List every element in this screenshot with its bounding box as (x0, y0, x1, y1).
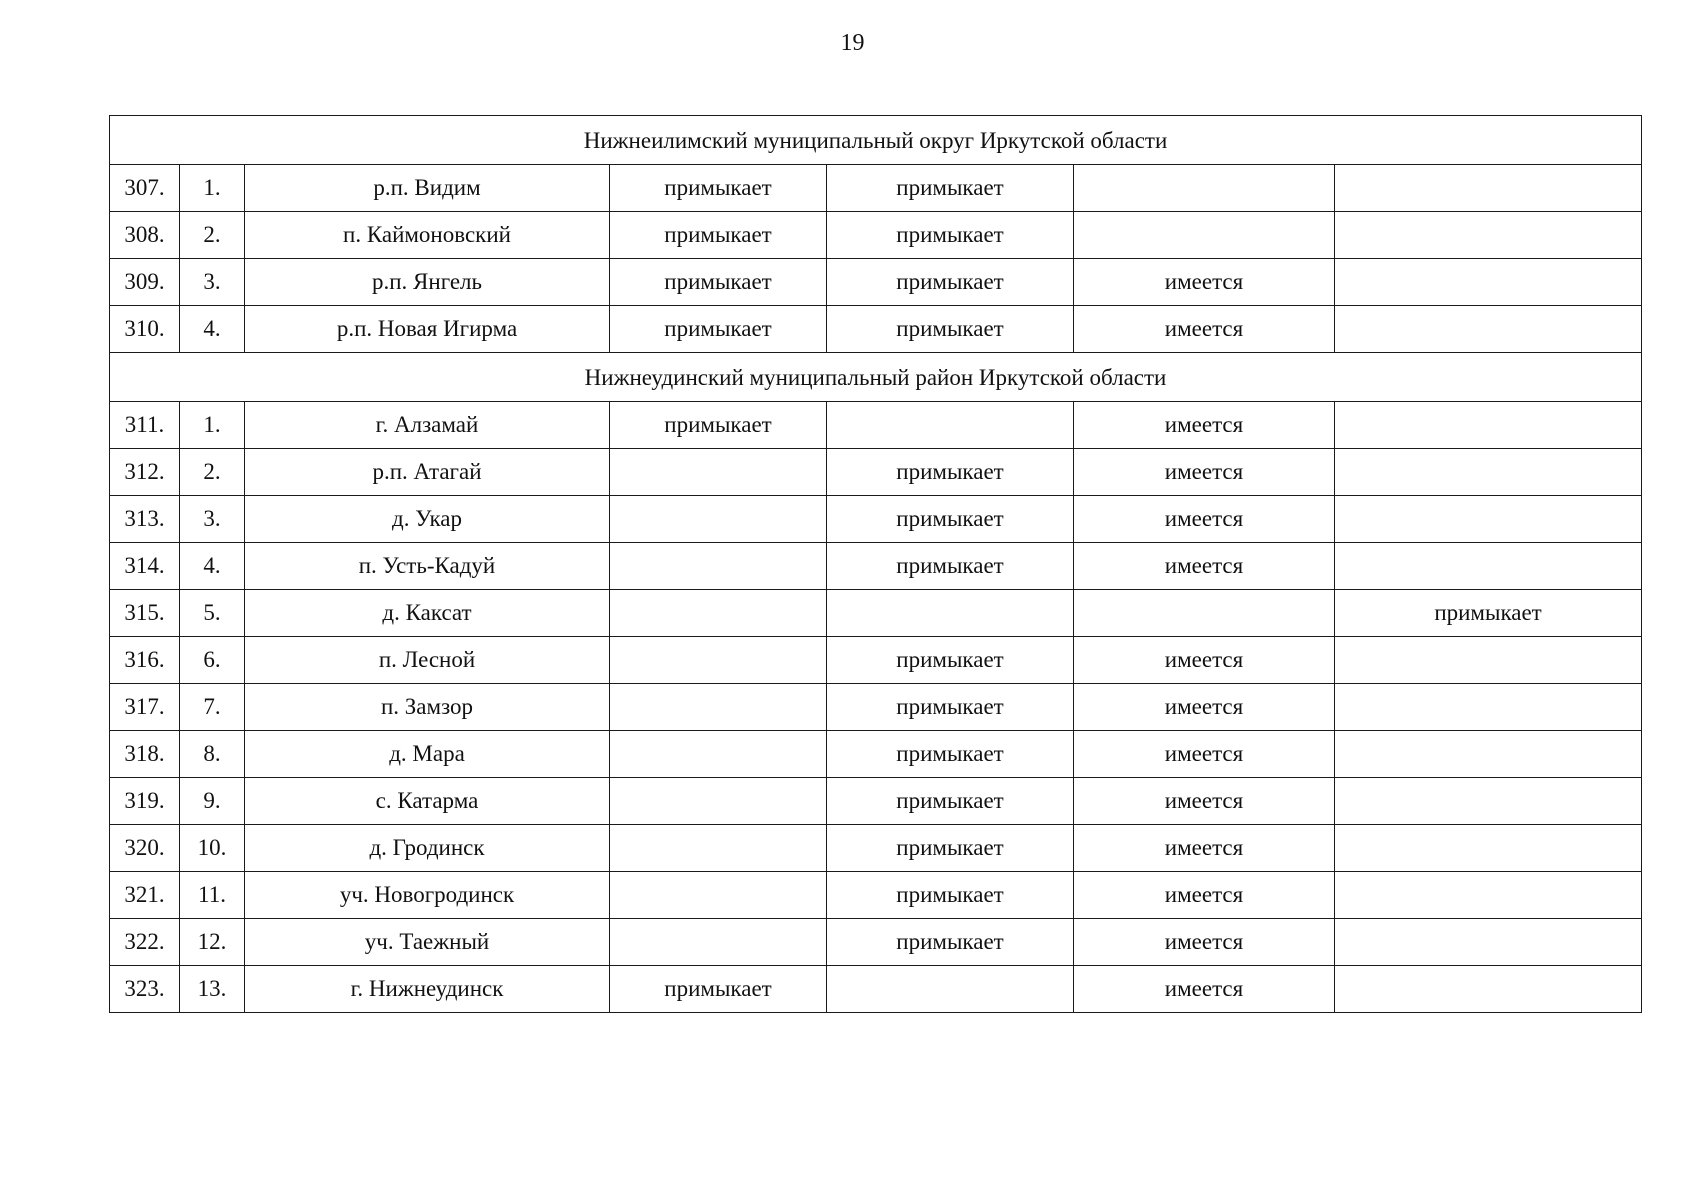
settlement-name-cell: д. Укар (245, 496, 610, 543)
table-row (110, 590, 1642, 637)
column-a-cell (610, 496, 827, 543)
column-a-cell (610, 543, 827, 590)
column-c-cell: имеется (1074, 919, 1335, 966)
column-d-cell (1335, 212, 1642, 259)
column-b-cell (827, 966, 1074, 1013)
column-a-cell: примыкает (610, 212, 827, 259)
settlement-name-cell: р.п. Видим (245, 165, 610, 212)
settlement-name-cell: п. Замзор (245, 684, 610, 731)
row-number-cell: 12. (180, 919, 245, 966)
column-a-cell (610, 590, 827, 637)
column-b-cell: примыкает (827, 825, 1074, 872)
column-b-cell: примыкает (827, 684, 1074, 731)
settlement-name-cell: д. Гродинск (245, 825, 610, 872)
row-index-cell: 316. (110, 637, 180, 684)
column-c-cell: имеется (1074, 731, 1335, 778)
row-index-cell: 309. (110, 259, 180, 306)
table-row (110, 684, 1642, 731)
settlement-name-cell: п. Усть-Кадуй (245, 543, 610, 590)
column-d-cell (1335, 543, 1642, 590)
settlement-name-cell: уч. Новогродинск (245, 872, 610, 919)
column-b-cell: примыкает (827, 543, 1074, 590)
row-number-cell: 4. (180, 543, 245, 590)
row-index-cell: 322. (110, 919, 180, 966)
column-d-cell (1335, 306, 1642, 353)
table-body (110, 116, 1642, 1013)
settlement-name-cell: р.п. Янгель (245, 259, 610, 306)
row-number-cell: 1. (180, 165, 245, 212)
column-b-cell: примыкает (827, 919, 1074, 966)
settlement-name-cell: г. Нижнеудинск (245, 966, 610, 1013)
table-row (110, 778, 1642, 825)
column-a-cell: примыкает (610, 966, 827, 1013)
column-d-cell (1335, 259, 1642, 306)
settlements-table (109, 115, 1642, 1013)
table-row (110, 731, 1642, 778)
table-row (110, 637, 1642, 684)
table-row (110, 212, 1642, 259)
row-number-cell: 9. (180, 778, 245, 825)
row-index-cell: 319. (110, 778, 180, 825)
column-a-cell: примыкает (610, 402, 827, 449)
column-c-cell: имеется (1074, 259, 1335, 306)
settlement-name-cell: с. Катарма (245, 778, 610, 825)
settlement-name-cell: п. Каймоновский (245, 212, 610, 259)
column-d-cell (1335, 966, 1642, 1013)
row-index-cell: 310. (110, 306, 180, 353)
row-number-cell: 11. (180, 872, 245, 919)
table-row (110, 165, 1642, 212)
column-b-cell: примыкает (827, 637, 1074, 684)
settlement-name-cell: уч. Таежный (245, 919, 610, 966)
row-number-cell: 4. (180, 306, 245, 353)
column-c-cell: имеется (1074, 306, 1335, 353)
table-row (110, 825, 1642, 872)
table-row (110, 872, 1642, 919)
column-b-cell: примыкает (827, 496, 1074, 543)
column-d-cell: примыкает (1335, 590, 1642, 637)
row-index-cell: 312. (110, 449, 180, 496)
column-a-cell (610, 637, 827, 684)
column-b-cell (827, 590, 1074, 637)
column-a-cell (610, 449, 827, 496)
column-b-cell: примыкает (827, 165, 1074, 212)
table-row (110, 306, 1642, 353)
column-c-cell: имеется (1074, 402, 1335, 449)
row-index-cell: 321. (110, 872, 180, 919)
column-a-cell: примыкает (610, 165, 827, 212)
column-c-cell: имеется (1074, 825, 1335, 872)
column-c-cell: имеется (1074, 966, 1335, 1013)
column-c-cell: имеется (1074, 637, 1335, 684)
column-b-cell: примыкает (827, 778, 1074, 825)
row-index-cell: 320. (110, 825, 180, 872)
column-b-cell: примыкает (827, 872, 1074, 919)
column-d-cell (1335, 637, 1642, 684)
column-d-cell (1335, 449, 1642, 496)
column-c-cell: имеется (1074, 778, 1335, 825)
table-row (110, 496, 1642, 543)
row-number-cell: 8. (180, 731, 245, 778)
settlement-name-cell: д. Мара (245, 731, 610, 778)
row-number-cell: 6. (180, 637, 245, 684)
column-c-cell (1074, 590, 1335, 637)
row-number-cell: 7. (180, 684, 245, 731)
column-d-cell (1335, 872, 1642, 919)
row-number-cell: 10. (180, 825, 245, 872)
row-index-cell: 313. (110, 496, 180, 543)
row-number-cell: 3. (180, 259, 245, 306)
column-d-cell (1335, 731, 1642, 778)
settlement-name-cell: р.п. Атагай (245, 449, 610, 496)
settlement-name-cell: п. Лесной (245, 637, 610, 684)
row-index-cell: 315. (110, 590, 180, 637)
section-title: Нижнеудинский муниципальный район Иркутской области (110, 353, 1642, 402)
column-a-cell (610, 919, 827, 966)
section-header-row (110, 116, 1642, 165)
row-index-cell: 318. (110, 731, 180, 778)
row-number-cell: 2. (180, 212, 245, 259)
column-c-cell: имеется (1074, 872, 1335, 919)
section-title: Нижнеилимский муниципальный округ Иркутской области (110, 116, 1642, 165)
column-a-cell (610, 872, 827, 919)
column-b-cell: примыкает (827, 449, 1074, 496)
column-a-cell (610, 731, 827, 778)
row-number-cell: 1. (180, 402, 245, 449)
row-index-cell: 308. (110, 212, 180, 259)
row-index-cell: 307. (110, 165, 180, 212)
page-number: 19 (840, 30, 865, 56)
table-row (110, 449, 1642, 496)
column-c-cell: имеется (1074, 684, 1335, 731)
settlement-name-cell: д. Каксат (245, 590, 610, 637)
table-row (110, 402, 1642, 449)
column-c-cell (1074, 212, 1335, 259)
row-index-cell: 317. (110, 684, 180, 731)
row-number-cell: 13. (180, 966, 245, 1013)
column-a-cell: примыкает (610, 259, 827, 306)
column-d-cell (1335, 165, 1642, 212)
settlement-name-cell: р.п. Новая Игирма (245, 306, 610, 353)
row-index-cell: 311. (110, 402, 180, 449)
row-number-cell: 2. (180, 449, 245, 496)
column-c-cell: имеется (1074, 543, 1335, 590)
column-c-cell: имеется (1074, 496, 1335, 543)
column-d-cell (1335, 684, 1642, 731)
column-b-cell: примыкает (827, 731, 1074, 778)
table-row (110, 259, 1642, 306)
column-a-cell (610, 825, 827, 872)
column-b-cell: примыкает (827, 259, 1074, 306)
column-d-cell (1335, 402, 1642, 449)
column-b-cell: примыкает (827, 306, 1074, 353)
column-b-cell (827, 402, 1074, 449)
column-d-cell (1335, 496, 1642, 543)
column-c-cell (1074, 165, 1335, 212)
column-c-cell: имеется (1074, 449, 1335, 496)
section-header-row (110, 353, 1642, 402)
row-number-cell: 3. (180, 496, 245, 543)
column-d-cell (1335, 825, 1642, 872)
column-a-cell (610, 778, 827, 825)
table-row (110, 919, 1642, 966)
table-row (110, 966, 1642, 1013)
row-index-cell: 323. (110, 966, 180, 1013)
column-d-cell (1335, 919, 1642, 966)
settlement-name-cell: г. Алзамай (245, 402, 610, 449)
column-a-cell (610, 684, 827, 731)
column-b-cell: примыкает (827, 212, 1074, 259)
row-index-cell: 314. (110, 543, 180, 590)
column-a-cell: примыкает (610, 306, 827, 353)
row-number-cell: 5. (180, 590, 245, 637)
column-d-cell (1335, 778, 1642, 825)
table-row (110, 543, 1642, 590)
